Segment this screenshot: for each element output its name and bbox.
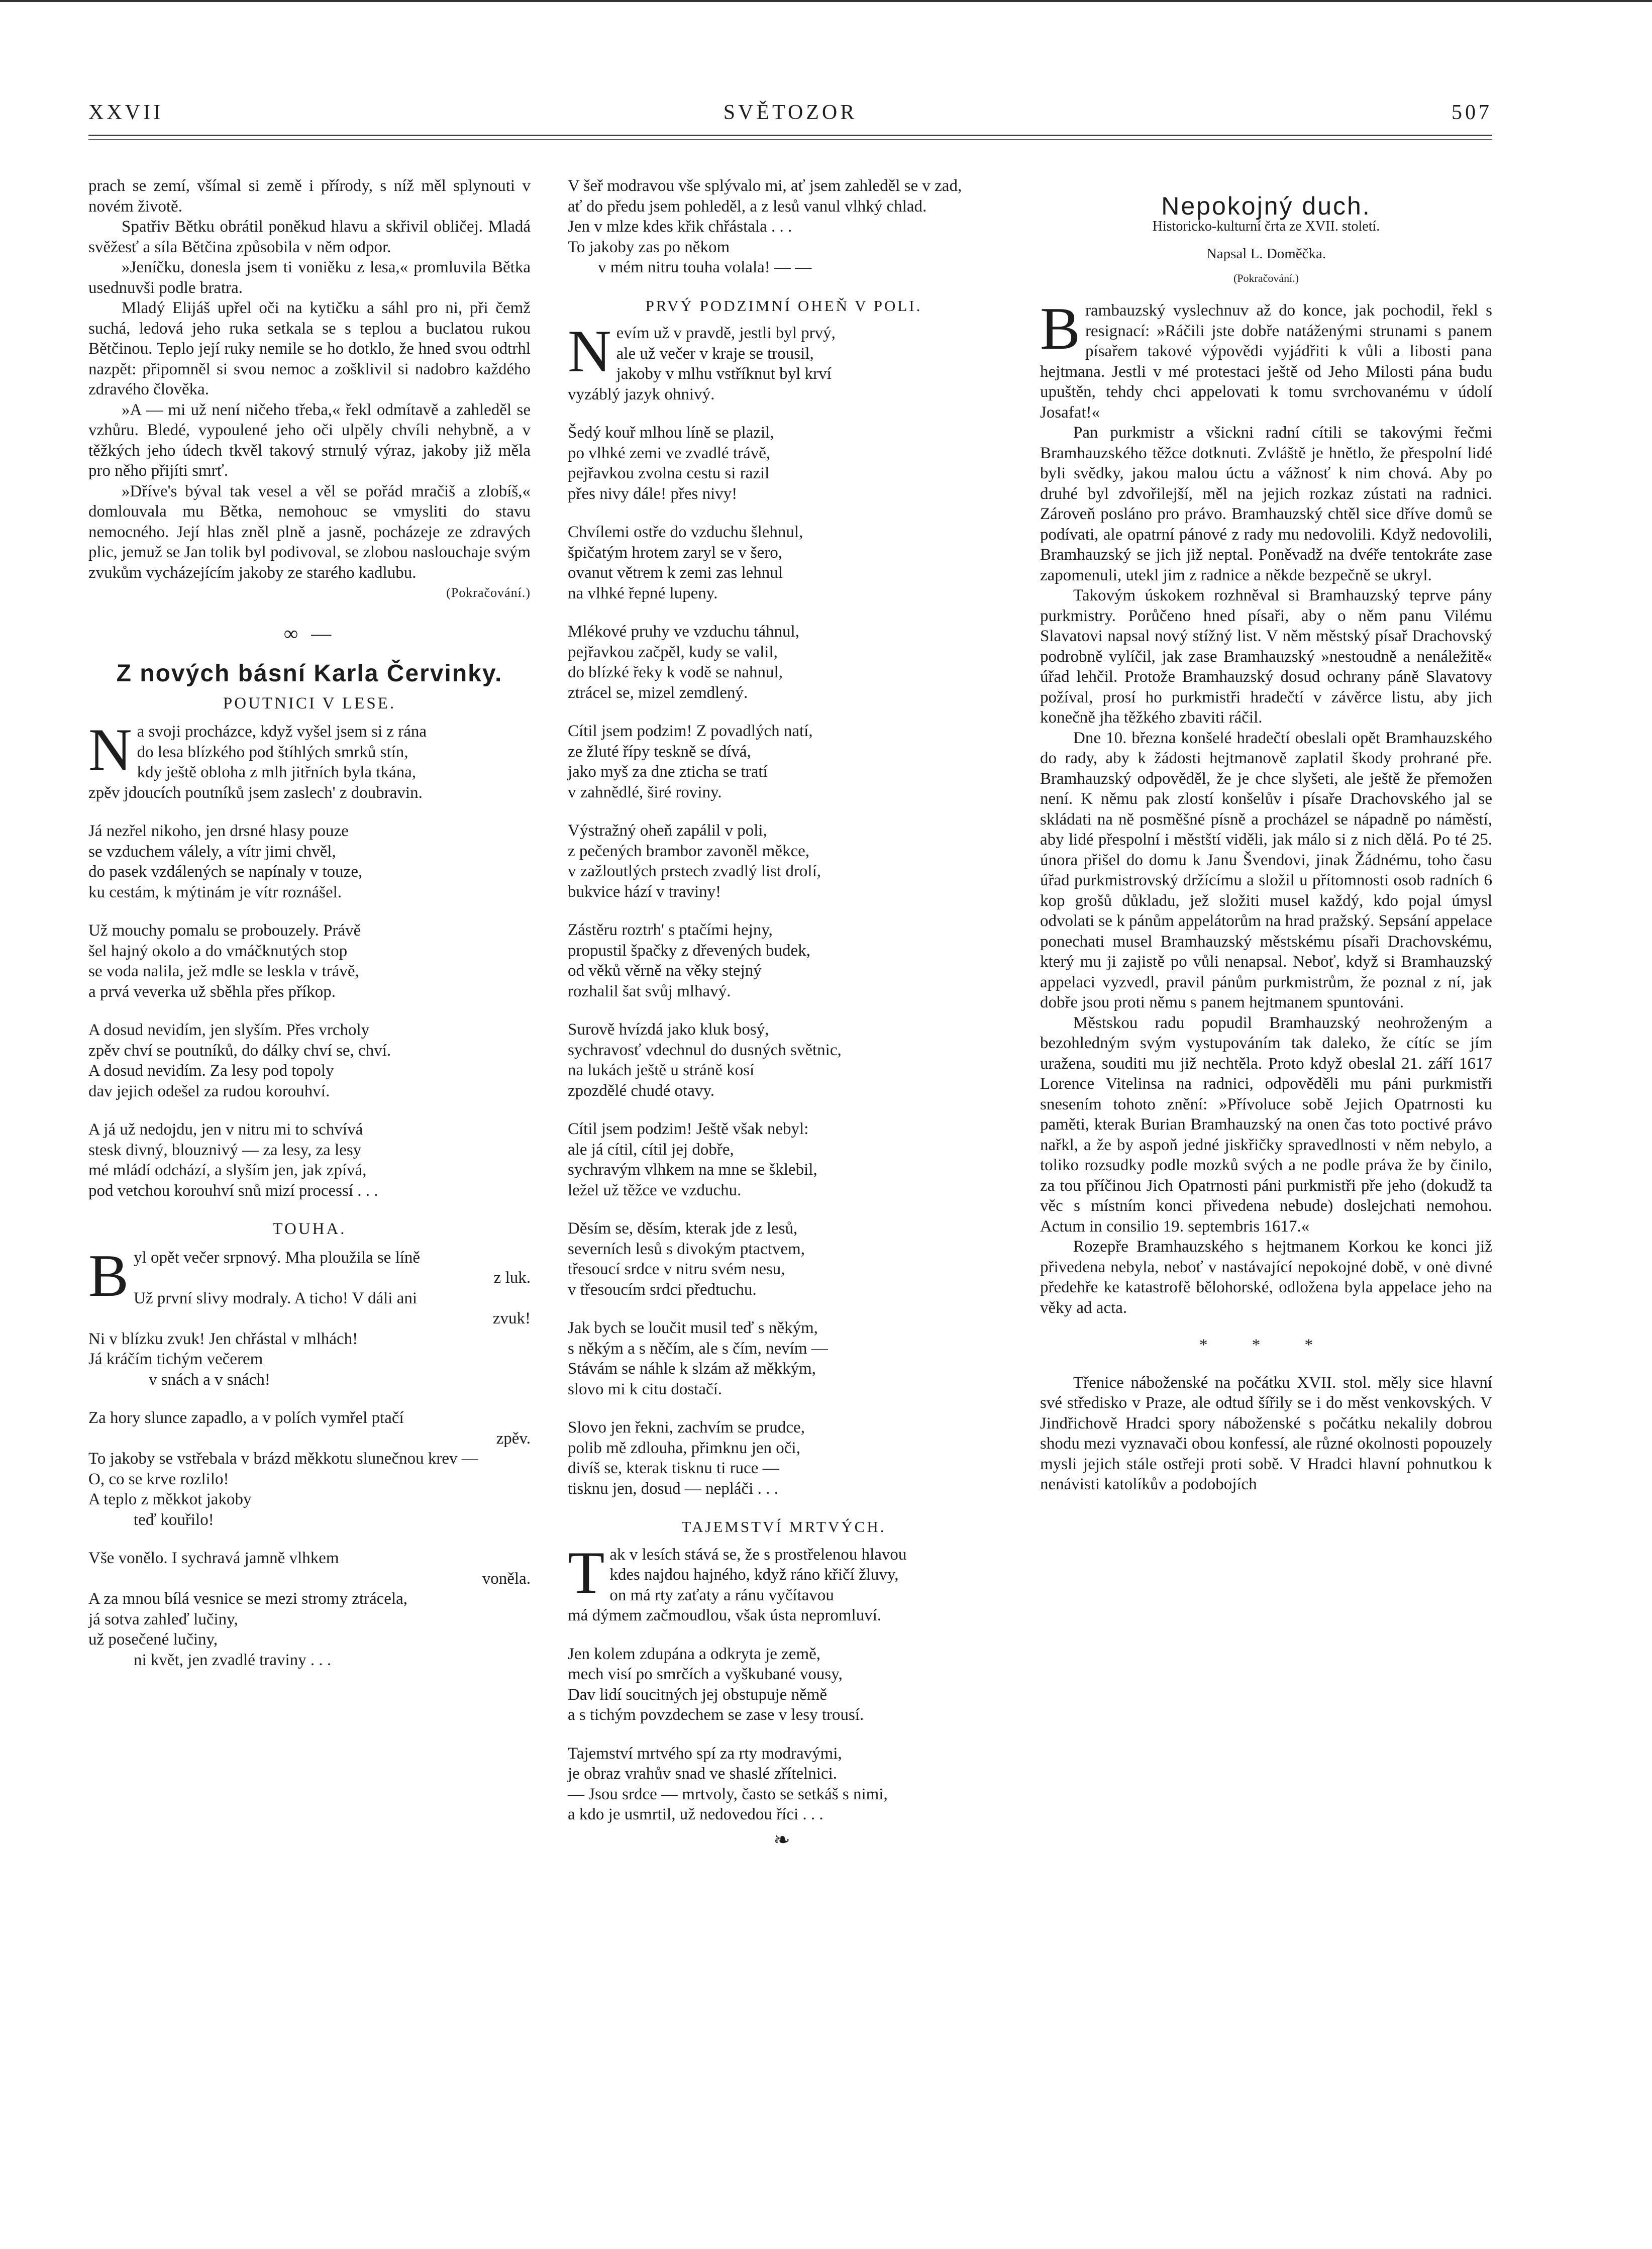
article-subtitle: Historicko-kulturní črta ze XVII. století. [1152,218,1380,234]
page-number: 507 [1452,101,1492,124]
verse-line: zpěv. [496,1429,531,1448]
article-paragraph: Pan purkmistr a všickni radní cítili se takovými řečmi Bramhauzského těžce dotknuti. Zvláště je hnětlo, že přespolní lidé byli svědky, jakou malou úctu a vážnosť k nim chová. Aby po druhé byl zdvořilejší, měl na jejich rozkaz zústati na radnici. Zároveň posláno pro právo. Bramhauzský chtěl sice dříve domů se podívati, ale opatrní pánové z rady mu nedovolili. Když nedovolili, Bramhauzský se jich již neptal. Poněvadž na dvéře tentokráte zase zapomenuli, utekl jim z radnice a někde bezpečně se ukryl. [1040,424,1492,584]
article-paragraph: Třenice náboženské na počátku XVII. stol. měly sice hlavní své středisko v Praze, ale odtud šířily se i do měst venkovských. V Jindřichově Hradci spory náboženské s počátku nekalily dobrou shodu mezi vyznavači obou konfessí, ale různé okolnosti popouzely mysli jejich stále ostřeji proti sobě. V Hradci hlavní pohnutkou k nenávisti katolíkův a podobojích [1040,1373,1492,1493]
continued-note: (Pokračování.) [1233,271,1299,284]
header-rule [88,135,1492,140]
verse-line: zpozdělé chudé otavy. [568,1081,714,1100]
verse-line: Tajemství mrtvého spí za rty modravými, [568,1744,842,1763]
verse-line: tisknu jen, dosud — nepláči . . . [568,1479,778,1498]
verse-line: teď kouřilo! [134,1510,214,1529]
story-paragraph: Spatřiv Bětku obrátil poněkud hlavu a skřivil obličej. Mladá svěžesť a síla Bětčina způsobila v něm odpor. [88,218,531,256]
verse-line: od věků věrně na věky stejný [568,962,762,980]
stanza [568,1644,1000,1725]
verse-line: mé mládí odchází, a slyším jen, jak zpívá, [88,1161,367,1179]
drop-cap: T [568,1539,605,1606]
volume-number: XXVII [88,101,163,124]
verse-line: v mém nitru touha volala! — — [598,258,812,276]
verse-line: sychravosť vdechnul do dusných světnic, [568,1041,842,1059]
stanza [568,1744,1000,1825]
stanza [568,1119,1000,1200]
article-text: rambauzský vyslechnuv až do konce, jak pochodil, řekl s resignací: »Ráčili jste dobře natáženými strunami s panem písařem takové výpovědi vyjádřiti k vůli a libosti pana hejtmana. Jestli v mé protestaci ještě od Jeho Milosti pána budu upuštěn, tehdy chci appelovati k tomu svrchovanému v údolí Josafat!« [1040,301,1492,422]
ornament-divider: ∞ — [283,622,336,645]
stanza [568,423,1000,504]
verse-line: špičatým hrotem zaryl se v šero, [568,543,783,562]
verse-line: já sotva zahleď lučiny, [88,1610,238,1628]
verse-line: zpěv chví se poutníků, do dálky chví se, chví. [88,1041,391,1060]
verse-line: Za hory slunce zapadlo, a v polích vymřel ptačí [88,1409,404,1427]
verse-line: Zástěru roztrh' s ptačími hejny, [568,921,773,939]
stanza [88,716,531,803]
running-header [88,100,1492,131]
article-paragraph: Městskou radu popudil Bramhauzský neohroženým a bezohledným svým vystupováním tak daleko, že cítíc se jím uražena, souditi mu již nechtěla. Proto když obeslal 21. září 1617 Lorence Vitelinsa na radnici, odpověděli mu páni purkmistři snesením tohoto znění: »Přívoluce sobě Jejich Opatrnosti ku paměti, kterak Burian Bramhauzský na onen čas toto poctivé právo nařkl, a že by aspoň jedné jiskřičky spravedlnosti v něm nebylo, a toliko rozsudky podle mozků svých a ne podle práva že by činilo, za tou příčinou Jich Opatrnosti páni purkmistři pře jeho (dokudž ta věc s místním konci přivedena nebude) doslejchati nemohou. Actum in consilio 19. septembris 1617.« [1040,1013,1492,1236]
column-left [88,176,531,1688]
verse-line: pod vetchou korouhví snů mizí processí . . . [88,1181,378,1200]
verse-line: stesk divný, blouznivý — za lesy, za lesy [88,1141,362,1159]
verse-line: s někým a s něčím, ale s čím, nevím — [568,1339,828,1358]
verse-line: Už mouchy pomalu se probouzely. Právě [88,922,361,940]
stanza [88,821,531,902]
verse-line: zpěv jdoucích poutníků jsem zaslech' z doubravin. [88,783,423,802]
verse-line: A teplo z měkkot jakoby [88,1490,252,1508]
verse-line: Surově hvízdá jako kluk bosý, [568,1020,769,1039]
poem-title: TAJEMSTVÍ MRTVÝCH. [681,1518,886,1536]
column-right [1040,176,1492,1495]
verse-line: ni květ, jen zvadlé traviny . . . [134,1651,332,1669]
verse-line: bukvice hází v traviny! [568,882,721,901]
verse-line: kdes najdou hajného, když ráno křičí žluvy, [609,1566,899,1584]
verse-line: z luk. [493,1269,531,1287]
stanza [88,1119,531,1201]
journal-title: SVĚTOZOR [723,101,858,124]
verse-line: v snách a v snách! [149,1370,270,1389]
article-byline: Napsal L. Doměčka. [1206,246,1326,262]
verse-line: jako myš za dne zticha se tratí [568,763,768,781]
article-paragraph: Takovým úskokem rozhněval si Bramhauzský teprve pány purkmistry. Porůčeno hned písaři, aby o něm panu Vilému Slavatovi napsal nový stížný list. V něm městský písař Drachovský podrobně vylíčil, jak zase Bramhauzský »nestoudně a nenáležitě« úřad lehčil. Protože Bramhauzský dosud ochrany páně Slavatovy požíval, prosí ho purkmistři hradečtí v závěrce listu, aby jich konečně jha těžkého zbaviti ráčil. [1040,586,1492,727]
verse-line: A dosud nevidím. Za lesy pod topoly [88,1062,334,1080]
verse-line: má dýmem začmoudlou, však ústa nepromluví. [568,1606,882,1624]
verse-line: ale už večer v kraje se trousil, [616,344,814,363]
verse-line: evím už v pravdě, jestli byl prvý, [616,324,836,342]
verse-line: na vlhké řepné lupeny. [568,584,718,602]
poem-title: PRVÝ PODZIMNÍ OHEŇ V POLI. [645,296,922,315]
stanza [88,1408,531,1530]
verse-line: vyzáblý jazyk ohnivý. [568,385,715,403]
verse-line: O, co se krve rozlilo! [88,1470,229,1488]
verse-line: v třesoucím srdci předtuchu. [568,1280,757,1299]
verse-line: — Jsou srdce — mrtvoly, často se setkáš s nimi, [568,1785,888,1803]
drop-cap: N [568,318,611,384]
story-paragraph: »A — mi už není ničeho třeba,« řekl odmítavě a zahleděl se vzhůru. Bledé, vypoulené jeho oči ulpěly chvíli nehybně, a v těžkých jeho údech tkvěl takový strnulý výraz, jakoby již měla pro něho přijíti smrť. [88,400,531,480]
stanza [88,1242,531,1390]
stanza [568,1019,1000,1101]
verse-line: třesoucí srdce v nitru svém nesu, [568,1260,785,1278]
verse-line: z pečených brambor zavoněl měkce, [568,842,809,860]
verse-line: pejřavkou zvolna cestu si razil [568,464,770,482]
poem-touha [88,1242,531,1671]
verse-line: V šeř modravou vše splývalo mi, ať jsem zahleděl se v zad, [568,177,962,195]
verse-line: je obraz vrahův snad ve shaslé zřítelnici. [568,1765,838,1783]
stanza [568,1417,1000,1499]
verse-line: do lesa blízkého pod štíhlých smrků stín, [137,743,408,761]
verse-line: a prvá veverka už sběhla přes příkop. [88,982,336,1001]
verse-line: on má rty zaťaty a ránu vyčítavou [609,1586,834,1604]
article-paragraph: Rozepře Bramhauzského s hejtmanem Korkou ke konci již přivedena nebyla, neboť v nastávající nepokojné době, v onė divné předehře ke katastrofě bělohorské, odložena byla appelace jeho na věky ad acta. [1040,1238,1492,1317]
verse-line: Mlékové pruhy ve vzduchu táhnul, [568,623,799,641]
stanza [568,318,1000,404]
story-paragraph: »Dříve's býval tak vesel a věl se pořád mračiš a zlobíš,« domlouvala mu Bětka, nemohouc se vmysliti do stavu nemocného. Její hlas zněl plně a jasně, pocházeje ze zdravých plic, jemuž se Jan tolik byl podivoval, se zlobou naslouchaje svým zvukům vycházejícím jakoby ze starého kadlubu. [88,482,531,582]
verse-line: Už první slivy modraly. A ticho! V dáli ani [134,1289,418,1307]
verse-line: Šedý kouř mlhou líně se plazil, [568,424,774,442]
verse-line: sychravým vlhkem na mne se šklebil, [568,1161,817,1179]
section-break-stars: * * * [1199,1336,1333,1354]
verse-line: se voda nalila, jež mdle se leskla v trávě, [88,962,359,980]
article-paragraph [1040,295,1492,423]
verse-line: a s tichým povzdechem se zase v lesy trousí. [568,1706,864,1724]
verse-line: divíš se, kterak tisknu ti ruce — [568,1459,779,1477]
verse-line: kdy ještě obloha z mlh jitřních byla tkána, [137,763,417,781]
verse-line: ale já cítil, cítil jej dobře, [568,1140,734,1159]
verse-line: Já nezřel nikoho, jen drsné hlasy pouze [88,822,349,840]
ornament-divider: ❧ [773,1828,794,1851]
verse-line: šel hajný okolo a do vmáčknutých stop [88,942,348,960]
verse-line: do pasek vzdálených se napínaly v touze, [88,863,363,881]
stanza [568,622,1000,703]
verse-line: Jen kolem zdupána a odkryta je země, [568,1645,821,1663]
verse-line: Chvílemi ostře do vzduchu šlehnul, [568,523,803,541]
verse-line: a kdo je usmrtil, už nedovedou říci . . . [568,1805,823,1823]
verse-line: ležel už těžce ve vzduchu. [568,1181,742,1199]
verse-line: To jakoby zas po někom [568,238,730,256]
verse-line: propustil špačky z dřevených budek, [568,941,810,960]
verse-line: ať do předu jsem pohleděl, a z lesů vanul vlhký chlad. [568,197,927,216]
verse-line: pejřavkou začpěl, kudy se valil, [568,643,778,661]
drop-cap: B [1040,295,1081,362]
stanza [568,721,1000,802]
verse-line: ovanut větrem k zemi zas lehnul [568,564,783,582]
verse-line: A já už nedojdu, jen v nitru mi to schvívá [88,1120,363,1139]
poem-podzimni-ohen [568,318,1000,1499]
verse-line: ztrácel se, mizel zemdlený. [568,683,748,702]
poem-title: POUTNICI V LESE. [223,694,396,712]
stanza [568,1318,1000,1399]
verse-line: v zahnědlé, širé roviny. [568,783,722,801]
verse-line: a svoji procházce, když vyšel jsem si z rána [137,723,427,741]
stanza [568,1539,1000,1626]
verse-line: Jen v mlze kdes křik chřástala . . . [568,218,792,236]
stanza [568,176,1000,278]
drop-cap: B [88,1242,129,1309]
article-title: Nepokojný duch. [1161,192,1371,220]
verse-line: jakoby v mlhu vstříknut byl krví [616,365,832,383]
verse-line: ak v lesích stává se, že s prostřelenou hlavou [609,1545,907,1564]
stanza [568,522,1000,603]
verse-line: Stávám se náhle k slzám až měkkým, [568,1360,816,1378]
verse-line: Slovo jen řekni, zachvím se prudce, [568,1418,805,1437]
story-paragraph: »Jeníčku, donesla jsem ti voniěku z lesa,« promluvila Bětka usednuvši podle bratra. [88,258,531,297]
verse-line: ze žluté řípy teskně se dívá, [568,742,751,761]
stanza [568,920,1000,1001]
stanza [88,921,531,1002]
verse-line: po vlhké zemi ve zvadlé trávě, [568,444,771,462]
verse-line: Cítil jsem podzim! Ještě však nebyl: [568,1120,809,1138]
verse-line: ku cestám, k mýtinám je vítr roznášel. [88,883,342,901]
verse-line: polib mě zdlouha, přimknu jen oči, [568,1439,800,1457]
verse-line: severních lesů s divokým ptactvem, [568,1240,805,1258]
stanza [88,1020,531,1101]
verse-line: zvuk! [492,1309,531,1327]
verse-line: se vzduchem válely, a vítr jimi chvěl, [88,842,336,861]
verse-line: na lukách ještě u stráně kosí [568,1061,755,1079]
verse-line: Výstražný oheň zapálil v poli, [568,822,767,840]
continued-note: (Pokračování.) [446,585,531,600]
poem-title: TOUHA. [272,1220,347,1238]
drop-cap: N [88,716,132,783]
poem-tajemstvi-mrtvych [568,1539,1000,1851]
article-paragraph: Dne 10. března konšelé hradečtí obeslali opět Bramhauzského do rady, aby k žádosti hejtmanově zaplatil škody prohrané pře. Bramhauzský odpověděl, že je chce slyšeti, ale ještě že přemožen není. K němu pak zlostí konšelův i písaře Drachovského jal se skládati na ně posměšné písně a procházel se nápadně po náměstí, aby lidé přespolní i městští viděli, jak málo si z nich dělá. Po té 25. února přišel do domu k Janu Švendovi, jinak Žádnému, toho času úřad purkmistrovský držícímu a složil u přítomnosti osob radních 6 kop grošů důkladu, jež složiti musel každý, kdo pojal úmysl odvolati se k pánům appelátorům na hrad pražský. Sepsání appelace ponechati musel Bramhauzský městskému písaři Drachovskému, který mu ji zajistě po vůli nenapsal. Neboť, když si Bramhauzský appelaci vyzvedl, pravil pánům purkmistrům, že poznal z ní, jak dobře jsou proti němu s panem hejtmanem spuntováni. [1040,729,1492,1011]
section-title: Z nových básní Karla Červinky. [116,660,503,687]
verse-line: Ni v blízku zvuk! Jen chřástal v mlhách! [88,1330,358,1348]
verse-line: v zažloutlých prstech zvadlý list drolí, [568,862,821,880]
verse-line: přes nivy dále! přes nivy! [568,484,738,503]
story-paragraph: Mladý Elijáš upřel oči na kytičku a sáhl pro ni, při čemž suchá, ledová jeho ruka setkala se s teplou a buclatou rukou Bětčinou. Teplo její ruky nemile se ho dotklo, že hned svou odtrhl nazpět: připomněl si svou nemoc a zošklivil si nadobro každého zdravého člověka. [88,299,531,398]
verse-line: dav jejich odešel za rudou korouhví. [88,1082,330,1100]
verse-line: slovo mi k citu dostačí. [568,1380,722,1398]
stanza [568,1218,1000,1300]
verse-line: A dosud nevidím, jen slyším. Přes vrcholy [88,1021,370,1039]
verse-line: mech visí po smrčích a vyškubané vousy, [568,1665,843,1683]
verse-line: yl opět večer srpnový. Mha ploužila se líně [134,1248,421,1267]
stanza [88,1548,531,1670]
verse-line: rozhalil šat svůj mlhavý. [568,982,731,1000]
verse-line: Děsím se, děsím, kterak jde z lesů, [568,1219,798,1238]
verse-line: už posečené lučiny, [88,1630,218,1649]
column-middle [568,176,1000,1850]
stanza [568,821,1000,902]
verse-line: Jak bych se loučit musil teď s někým, [568,1319,818,1337]
verse-line: voněla. [482,1569,531,1588]
verse-line: Dav lidí soucitných jej obstupuje němě [568,1685,827,1704]
verse-line: do blízké řeky k vodě se nahnul, [568,663,783,681]
verse-line: Cítil jsem podzim! Z povadlých natí, [568,722,813,740]
poem-poutnici [88,716,531,1201]
verse-line: To jakoby se vstřebala v brázd měkkotu slunečnou krev — [88,1450,478,1468]
story-paragraph: prach se zemí, všímal si země i přírody, s níž měl splynouti v novém životě. [88,177,531,216]
verse-line: Já kráčím tichým večerem [88,1350,263,1368]
verse-line: A za mnou bílá vesnice se mezi stromy ztrácela, [88,1590,408,1608]
verse-line: Vše vonělo. I sychravá jamně vlhkem [88,1549,339,1567]
top-edge-rule [0,0,1652,2]
